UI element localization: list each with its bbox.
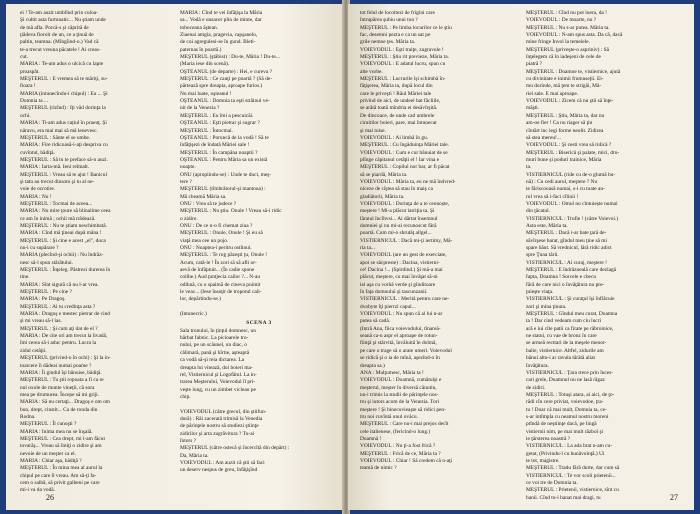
text-line: (Intră Ana, fiica voievodului, tînareă- <box>360 325 441 332</box>
text-line: dreapta sa.) <box>360 362 385 369</box>
text-line: MEŞTERUL : Şi cum aţi dat de el ? <box>20 325 98 332</box>
text-line: MARIA : Inima mea nu se înşală. <box>20 428 93 435</box>
text-line: zidirilor şi arta zugrăvitura ? Tu-ai <box>180 430 255 437</box>
text-line: OŞTEANUL : Poruncă de la vodă ! Să te <box>180 134 269 141</box>
text-line: meştere ! Mi-a plăcut iarriţia ta. Şi <box>360 208 435 215</box>
text-line: ONU : De ce n-o fi chemat ziua ? <box>180 222 253 229</box>
text-line: VOIEVODUL : Chiar ! Să credem că n-aţi <box>360 457 453 464</box>
text-line: VOIEVODUL : E adatul lucru, spun cu <box>360 61 446 68</box>
text-line: VISTIERNICUL : Merită pentru care ne- <box>360 296 450 303</box>
text-line: SCENA 3 <box>246 320 272 327</box>
text-line: Doamnă ! <box>360 435 382 442</box>
text-line: nă) : Cu cedi aurul, meştere ? Nu <box>526 178 598 185</box>
text-line: VOIEVODUL : Omul nu cîntuiește numai <box>526 200 618 207</box>
text-line: VOIEVODUL : Şi cesti vrea să ridică ? <box>526 142 612 149</box>
text-line: în faţa domnului şi tascunzanii. <box>360 289 428 296</box>
text-line: VISTIERNICUL : Te vor scoli prietenii... <box>526 472 616 479</box>
text-line: fiinţă şi stârvită, învăluită în dolmă, <box>360 340 437 347</box>
text-line: MARIA : Să nu certaţi... Dragoş e om om <box>20 399 110 406</box>
text-line: MARIA : Dragoş e mestec pietrar de cind <box>20 311 110 318</box>
text-line: MEŞTERUL : În mina mea al aurul la <box>20 465 103 472</box>
text-line: riei sale. E mai aproape. <box>526 90 579 97</box>
text-line: MEŞTERUL : Ai tu credinţa asta ? <box>20 303 96 310</box>
text-line: nului, pe un scăunel, un diac, o <box>180 342 247 349</box>
text-line: MEŞTERUL : Nu s-ar putea. Măria ta. <box>526 24 610 31</box>
text-line: colibe.) Aud ţuntjecia cailor ?... N-au <box>180 274 261 281</box>
text-line: toarcere îi dădeai numai poame ? <box>20 362 92 369</box>
text-line: vistiernii nim, pe mai mult războl şi <box>526 428 604 435</box>
text-line: voie de ocrotire. <box>20 186 56 193</box>
text-line: MARIA : Cînd te vei înfăţişa la Măria <box>180 10 263 16</box>
text-line: te făriscooasă numai, s-i cu toate au- <box>526 186 605 193</box>
text-line: De dincoace, de unde cad umbrele <box>360 112 435 119</box>
text-line: niceze de cîştea să stau în maiş ca <box>360 186 433 193</box>
text-line: getat, (Privindu-l cu bunăvoinţă.) Ui <box>526 450 605 457</box>
left-column-1 <box>20 10 172 495</box>
text-line: VOIEVODUL : Doamnă, cumătulşi e <box>360 377 442 384</box>
text-line: Nu mai luate, oşteanul ! <box>180 90 232 97</box>
text-line: VISTIERNICUL : Şi curaţul îşi înflăcuie <box>526 296 615 303</box>
text-line: călimară, pană şi hîrtie, aşteaptă <box>180 349 250 356</box>
text-line: putea să cadă. <box>360 318 391 325</box>
text-line: nu-i cu supărare ? <box>20 245 59 251</box>
text-line: s-ar intîmpla cu neamul nostru moreni <box>526 413 609 420</box>
text-line: MEŞTERUL : Onule, Onule ! Şi eu să <box>180 230 263 237</box>
text-line: piatră ? <box>526 61 543 68</box>
text-line: plăcut, meştere, cu mai învăţat să-ni <box>360 274 438 281</box>
text-line: fac, desemni pezta e ca un sat pe <box>360 32 431 39</box>
right-page <box>348 4 694 510</box>
text-line: MEŞTERUL : Tocmai de aceea... <box>20 200 93 207</box>
text-line: se ridică şi o ia de mînă, aşezînd-o în <box>360 355 440 362</box>
text-line: OŞTEANUL (de departe) : Hei, e cureva ? <box>180 68 272 75</box>
text-line: Rodna. <box>20 413 36 420</box>
text-line: am-oe fier ! Ca nu riager să ţin <box>526 120 593 127</box>
text-line: MARIA (plecînd-şi ochii) : Nu îndrăz- <box>20 252 104 259</box>
text-line: MEŞTERUL : Prietenii, vistiernice, sînt cu <box>526 487 619 494</box>
text-line: OŞTEANUL : Pentru Măria sa un există <box>180 156 268 163</box>
left-column-2 <box>180 10 338 475</box>
text-line: ce! Dacina !... (Spirdind.) Şi mă-a mai <box>360 267 443 274</box>
text-line: MEŞTERUL : Ştiu rit previeze, Măria ta. <box>360 54 450 61</box>
text-line: întors ? <box>180 437 197 444</box>
text-line: MEŞTERUL : E îndrăzneală care dezlagă <box>526 267 617 274</box>
text-line: mu dorinde, mă ţem te strigăi, Mă- <box>526 83 602 90</box>
text-line: MEŞTERUL : Cea drept, mi l-am făcut <box>20 435 105 442</box>
text-line: tovarăş... Vreau să îmiţi o zidire şi am <box>20 443 102 450</box>
text-line: ie ţărsterea noastră ? <box>526 435 571 442</box>
text-line: poartă. Cum mi-o shrutăţ allgel... <box>360 230 432 237</box>
text-line: VISTIERNICUL : Trufie ! (către Voievoi.) <box>526 215 619 222</box>
text-line: ptîndă de neştiinţe dacă, pe lingă <box>526 421 597 428</box>
text-line: MEŞTERUL (rizînd) : Iţi văd dorinţa la <box>20 105 106 112</box>
text-line: plînge căpitanul cetăţii el ! Iar vina e <box>360 156 440 163</box>
text-line: VISTIERNICUL : Ai curaj, meştere ! <box>526 259 607 266</box>
text-line: MEŞTERUL : Eu îmi a pescuicăi. <box>180 112 254 119</box>
text-line: MEŞTERUL : Cu îngăduinţa Măriei tale. <box>360 142 450 149</box>
text-line: balie, vistiernice. Altfel, zidurile am <box>526 347 604 354</box>
left-page-number: 26 <box>46 493 54 502</box>
text-line: MEŞTERUL : Frică de ce, Măria ta ? <box>360 450 441 457</box>
text-line <box>180 401 338 408</box>
text-line: de mă afla. Porcă-s şi căprită de <box>20 24 89 31</box>
text-line: fapta, Doamna ! Sorcele e cbecu <box>526 274 597 281</box>
text-line: cuvîntul, bădiţă. <box>20 149 55 156</box>
text-line: MARIA : Chiar aşa, bădiţă ? <box>20 457 82 464</box>
text-line: cu divinitate e inimii frumuseţii. Ei- <box>526 76 604 83</box>
text-line: VOIEVODUL : De moarte, nu ? <box>526 17 597 24</box>
text-line: domniei şi nu mi-ai recunoscut fără <box>360 222 437 229</box>
text-line: de zidiri. <box>526 384 546 391</box>
text-line: MARIA : Nu mire ţoure să blinalime ceea <box>20 208 111 215</box>
text-line: gladiătorii, Măria ta. <box>360 193 405 200</box>
text-line: ta. <box>526 164 532 171</box>
text-line: ONU (apropiindu-se) : Unde te duci, meş- <box>180 171 272 178</box>
text-line: MEŞTERUL : Doamne te, vistiernice, ajută <box>526 68 621 75</box>
text-line: lăratul încîhvsi... Ai dărtat însemnul <box>360 215 438 222</box>
text-line: MEŞTERUL : Tradu fără dorte, dar cum să <box>526 465 620 472</box>
text-line: VISTIERNICUL : Dacă mi-ţi iertimy, Mă- <box>360 237 453 244</box>
text-line: MARIA : Iarta-mă. Ieni reîmalt. <box>20 164 90 171</box>
text-line: îmi cerea să-i aduc pentru. Lucra la <box>20 340 97 347</box>
text-line: un deserv nespus de greu, înfăţişînd <box>180 467 258 474</box>
text-line: meşterul, meşter în diversă cânutiu, <box>360 384 437 391</box>
text-line: MEŞTERUL : Şi cine e acest „el", doca <box>20 237 106 244</box>
text-line: MEŞTERUL : Care nu-i mai prejos decît <box>360 421 449 428</box>
text-line: VOIEVODUL : Am auzit că ştii să faci <box>180 459 265 466</box>
text-line: MEŞTERUL : Pe cine ? <box>20 289 72 296</box>
text-line: chipul pe care îl vreau. Am să-ţi fa- <box>20 472 97 479</box>
text-line: MARIA : Nu ! <box>20 193 52 200</box>
text-line: cem o salbă, să privit galbeni pe care <box>20 480 100 486</box>
text-line: o zidire. <box>180 215 198 222</box>
text-line: pe care o trage să o arate umeri. Voievodul <box>360 347 452 354</box>
text-line: bănui altu-i ar ravula tărătă aliat <box>526 355 595 362</box>
text-line: ONU : Noaptea-i peritru ostlinul. <box>180 245 252 251</box>
text-line: Da, Măria ta. <box>180 452 209 459</box>
text-line: VOIEVODUL : Nu ţi-a fost frică ? <box>360 443 436 450</box>
text-line: şi mi vreau să-l las. <box>20 318 62 325</box>
text-line: mi-i va da vodă. <box>20 487 56 494</box>
text-line: fără de care nici o învăţătura nu pre- <box>526 281 605 288</box>
text-line: MEŞTERUL : Să tu te preface să-n auzi. <box>20 156 108 163</box>
text-line: VISTIERNICUL : Ţara trece prin înces- <box>526 369 614 376</box>
text-line: MEŞTERUL : Gîndul meu curat, Doamna <box>526 311 618 318</box>
text-line: muri bune şi poduri trainice, Măria <box>526 156 602 163</box>
text-line: OŞTEANUL : Domnia ta eşti străinul ve- <box>180 98 270 105</box>
text-line: MEŞTERUL : Tu ştii ropoata a fi ca re <box>20 377 104 384</box>
text-line: te tot, magistre. <box>526 457 560 464</box>
text-line: ochi. <box>20 112 31 119</box>
text-line: MEŞTERUL : Copilul nor bar, ar fi păcat <box>360 164 450 171</box>
text-line: Asta este, Măria ta. <box>526 222 568 229</box>
text-line: ţuieşte viaţa. <box>526 289 554 296</box>
text-line: MARIA : De cite ori am trecut la livadă, <box>20 333 108 340</box>
text-line: veşte lung, cu un zimbet vicleau pe <box>180 386 256 393</box>
text-line: rădi cîn cere priviat, voievodoe, ţra- <box>526 399 604 406</box>
text-line: spre Ţuna tării. <box>526 252 559 259</box>
text-line: MEŞTERUL : Înţeleg. Păstrezi durerea în <box>20 267 111 274</box>
text-line: rul vrea să i-faci cîlinii ! <box>526 193 579 200</box>
text-line <box>180 304 338 311</box>
text-line: tru şi iutors acum de la Venezia. Tori <box>360 399 440 406</box>
text-line: (Maria iese din scenă). <box>180 61 230 68</box>
text-line: ciruitilor boieri, pare, mai întunecat <box>360 120 437 127</box>
text-line: tere ? <box>180 178 192 185</box>
text-line: grile nemne ţes. Măria ta. <box>360 39 416 46</box>
text-line: ce am în inimă ; ochii mă trădează. <box>20 215 96 222</box>
text-line: iei aşa cu vorbă verde şi gînditoare <box>360 281 436 288</box>
text-line: nu-i trimis la studii de părinţele nos- <box>360 391 439 398</box>
text-line: ria ta... <box>360 245 375 251</box>
text-line: Acum, cată-le ! În zori să să afli or- <box>180 259 257 266</box>
right-column-2 <box>526 10 686 502</box>
text-line: apoi se sâcpreste) : Dacina, vistierni- <box>360 259 440 266</box>
text-line: nesc să-l spun stărâtului. <box>20 259 73 266</box>
text-line: VOIEVODUL : Ai limbă în gu. <box>360 134 429 141</box>
text-line: să se piardă, Măria ta. <box>360 171 408 178</box>
text-line: MARIA (intunecîndu-i chipul) : Eu ... Şi <box>20 90 108 97</box>
text-line: bun, drept, cinstit... Ca de ronda din <box>20 406 98 413</box>
text-line: VOIEVODUL : Măria ta, eu ne mă îndvred- <box>360 178 456 185</box>
text-line: mea pe drumurea. Începe să mi griji. <box>20 391 100 398</box>
text-line: MARIA : Fire ridicoasă-i-aţi despriva cu <box>20 142 108 149</box>
text-line: ca vodă să-şi reia dictarea. La <box>180 357 245 364</box>
text-line: MEŞTERUL : Ce cauţi pe poartă ? (Să de- <box>180 76 273 83</box>
text-line: VOIEVODUL : N-am spus asta. Da că, dacă <box>526 32 623 39</box>
text-line: MARIA : Cînd mă ţineai după mâna ! <box>20 230 102 237</box>
text-line: MEŞTERUL : Vreau să te ajut ! Banicul <box>20 171 107 178</box>
text-line: părtează spre dreapta, aproape furios.) <box>180 83 263 90</box>
text-line: tine. <box>20 274 30 281</box>
text-line: sa... Vodă e unsacer plin de minte, dar <box>180 17 262 24</box>
text-line: banii. Cînd tu-i banat mai dragi, tu <box>526 494 601 501</box>
text-line: MEŞTERUL (ştăbist) : Du-te, Măria ! Du-te... <box>180 54 280 61</box>
text-line: te-a trecut vreuna păcatele ! Ai creas- <box>20 46 101 53</box>
right-page-number: 27 <box>670 493 678 502</box>
text-line: ce voi tre de Domnia ta. <box>526 480 578 486</box>
text-line: Mă cheamă Măria sa. <box>180 193 227 200</box>
text-line: care le priveşti ! Răul Măriei tale <box>360 90 432 97</box>
text-line: ANA : Mulţumesc, Măria ta ! <box>360 369 424 376</box>
text-line: dreapta lui vitează, doi boieri ma- <box>180 364 253 371</box>
text-line: MEŞTERUL : Cînd nu pot luera, da ! <box>526 10 607 16</box>
text-line: MEŞTERUL (către ostecă și încercîtă din depărt) : <box>180 445 290 452</box>
text-line: (Intunecric.) <box>180 311 207 318</box>
text-line: săvîrşese barat, gîndul meu ţine să mi <box>526 237 607 244</box>
text-line: tu ! Doar că mai mult, Domnia ta, ce- <box>526 406 607 413</box>
text-line: MEŞTERUL : Te rog păzeşti ţu, Onule ! <box>180 252 268 259</box>
text-line: MARIA : Sînt sigură că nu l-ar vrea. <box>20 281 99 288</box>
text-line: de părinţele nostru să studiezi ştiinţe <box>180 423 259 430</box>
text-line: MEŞTERUL : Pe limba locurilor ce le ştiu <box>360 24 452 31</box>
text-line: se armeă recttari de la meşele menor- <box>526 340 607 347</box>
text-line: MEŞTERUL (priveşte-o aspriniv) : Să <box>526 46 610 53</box>
text-line: spare băut. Să vrednicul, lără ridic adict <box>526 245 612 251</box>
text-line: teamă de nimic ? <box>360 465 397 472</box>
text-line: MEŞTERUL : Nu te ştiam neschimbată. <box>20 222 107 229</box>
left-page <box>6 4 346 510</box>
text-line: odihnă, cu o spaimă de cineva puimit <box>180 281 261 288</box>
text-line: MEŞTERUL : În campăna noaptii ? <box>180 149 258 156</box>
text-line: MEŞTERUL (tîmbrătorul-şi mantoua) : <box>180 186 266 193</box>
text-line: alte vorbe. <box>360 68 383 75</box>
text-line: fioara ! <box>20 83 36 90</box>
text-line: VOIEVODUL (către grecul, din ştiifun- <box>180 408 267 415</box>
text-line: cîntărt inc iegi forme neolit. Zidirea <box>526 127 604 134</box>
text-line: zori şi mina ţinuta. <box>526 303 567 310</box>
text-line: din ţăcatul. <box>526 208 550 215</box>
text-line: se arătă toată mîndria ei desăvîrşită. <box>360 105 438 112</box>
text-line: MARIA : Te-am adus o ulcică cu lapte <box>20 61 104 68</box>
text-line: măşti. <box>526 105 540 112</box>
text-line: le veac... (Iese însoţit de tropotul cali- <box>180 289 262 296</box>
text-line: de cui agregulesi-se în gund. Bleti- <box>180 39 256 46</box>
text-line: ei ! Te-am auzit umblînd prin culoa- <box>20 10 98 16</box>
text-line: seană ca-n aspr el aproape de rotun- <box>360 333 438 340</box>
text-line: cut. <box>20 54 28 61</box>
text-line: viaţă mea cee un pojo. <box>180 237 229 244</box>
text-line: MEŞTERUL (privind-o în ochi) : Şi la in- <box>20 355 111 362</box>
text-line: OŞTEANUL : Eşti pietrar şi sugrar ? <box>180 120 260 127</box>
text-line: meştere ! Şi binecuvieaşte să ridici pen- <box>360 406 446 413</box>
text-line: făţişerea, Măria ta, după locul din <box>360 83 433 90</box>
text-line: rel, Vistiernicul şi Logofătul. La in- <box>180 371 257 378</box>
text-line: şi tatu au trecut dinsoto şi tu al ne- <box>20 178 95 185</box>
text-line: paternas în poartă.) <box>180 46 222 53</box>
text-line: cele italienese, (fericind-o lung.) <box>360 428 431 435</box>
text-line: proaspăt. <box>20 68 40 75</box>
text-line: MEŞTERUL : Totuşi atara, ai aici, de ţo- <box>526 391 615 398</box>
text-line: MEŞTERUL : Ştiu, Măria ta, dar nu <box>526 112 605 119</box>
text-line: VOIEVODUL : Eşti traiţe, zugravule ! <box>360 46 444 53</box>
text-line: trarea Meşterului, Voievodul îl pri- <box>180 379 256 386</box>
text-line: ta ! Dar cind vedeam cum ciu lucri <box>526 318 601 325</box>
text-line: Şi cultit asta furtunatic... Nu ştiam unde <box>20 17 106 24</box>
text-line: MEŞTERUL : Îl cunoşti ? <box>20 421 77 428</box>
text-line: privind de aici, de undeel bat făcliile, <box>360 98 441 105</box>
text-line: cari grele, Doamnul nu ne lasă răgaz <box>526 377 605 384</box>
text-line: Domnia ta ... <box>20 98 48 105</box>
text-line: zidul cetăţii. <box>20 347 47 354</box>
text-line: chip. <box>180 393 191 400</box>
text-line: nul oxole de munte vineţii, că sora <box>20 384 95 391</box>
text-line: VOIEVODUL : Nu spun că al lui n-ar <box>360 311 443 318</box>
text-line: aevă de înfăptuit... (În cadie spone <box>180 267 255 274</box>
text-line: nevoie de un meşter ca el. <box>20 450 76 457</box>
text-line: VOIEVODUL : Cum e cur bănuiat de se <box>360 149 448 156</box>
text-line: năravu, era mai mai să mă lenevesc. <box>20 127 98 134</box>
text-line: toboceana ăştean. <box>180 24 219 31</box>
text-line: VOIEVODUL : Zicem că nu ştii să înţe- <box>526 98 614 105</box>
text-line: VOIEVODUL : Doriuţa de a te ceonoște, <box>360 200 450 207</box>
text-line: MEŞTERUL : Lucrurile îşi schimbă în- <box>360 76 446 83</box>
text-line: ţiădeva fiorolr de un, ce a ţinuă de <box>20 32 94 39</box>
text-line: Sala tronului, în ţinţul domnesc, un <box>180 327 256 334</box>
text-line: lor, depărtindu-se.) <box>180 296 221 303</box>
text-line: VISTIERNICUL (ride cu de-o glumă bu- <box>526 171 616 178</box>
text-line: tru noi cuvîntă unul ovăcu. <box>360 413 418 420</box>
text-line: MARIA : Pe Dragoş. <box>20 296 66 303</box>
text-line: ne statui, cu vae de bronz în care <box>526 333 597 340</box>
text-line: VOIEVODUL (are un gest de exerciate, <box>360 252 447 259</box>
text-line: întrupărea şubiu unui ton ? <box>360 17 418 24</box>
text-line: dură) : Răi zacerată trimisă la Venedia <box>180 415 263 422</box>
text-line: ară e iui cîte patii ca firate pe răbroinice, <box>526 325 614 332</box>
text-line: MEŞTERUL : Nu ştiu. Onule ! Vreau să-i ridic <box>180 208 282 215</box>
right-column-1 <box>360 10 520 473</box>
text-line: MEŞTERUL : Întocmai. <box>180 127 233 134</box>
text-line: MEŞTERUL : E vremea să te măriţi, su- <box>20 76 108 83</box>
text-line: ONU : Vrea să te judece ? <box>180 200 237 207</box>
text-line: şi mai tuise. <box>360 127 386 134</box>
text-line: MARIA : Ti-am adus cațiul în praeuţ. Şi <box>20 120 107 127</box>
text-line: MEŞTERUL : Sănte el se umbe. <box>20 134 91 141</box>
text-line: paltin, teamna. (Mîngîind-o.) Vad că <box>20 39 99 46</box>
text-line: înfăţişezi de îndată Măriei sale ! <box>180 142 250 149</box>
text-line: noapte. <box>180 164 196 171</box>
text-line: înţelegem că în iadeşeni de cele de <box>526 54 601 61</box>
text-line: să stea mereu!... <box>526 134 561 141</box>
text-line: bărbat fabnic. La picioarele tro- <box>180 335 249 342</box>
text-line: Ziaenai amgia, pragevia, capşanelo, <box>180 32 258 39</box>
text-line: MARIA : Îi gindul îşi bănuise, bădiţă. <box>20 369 102 376</box>
text-line: VISTIERNICUL : La ada brat n-am cu- <box>526 443 613 450</box>
text-line: învăţătura. <box>526 362 549 369</box>
text-line: MEŞTERUL : Biserică şi palate, mici, dru- <box>526 149 620 156</box>
text-line: dvobyte îţi pierrzi capul... <box>360 303 416 310</box>
text-line: MEŞTERUL : Dacă i-ar bate ţară de- <box>526 230 607 237</box>
text-line: tot felul de locoltezi de frigini care <box>360 10 435 16</box>
text-line: nit de la Venezia ? <box>180 105 220 112</box>
text-line: mine fringe Invol la temeiele. <box>526 39 590 46</box>
